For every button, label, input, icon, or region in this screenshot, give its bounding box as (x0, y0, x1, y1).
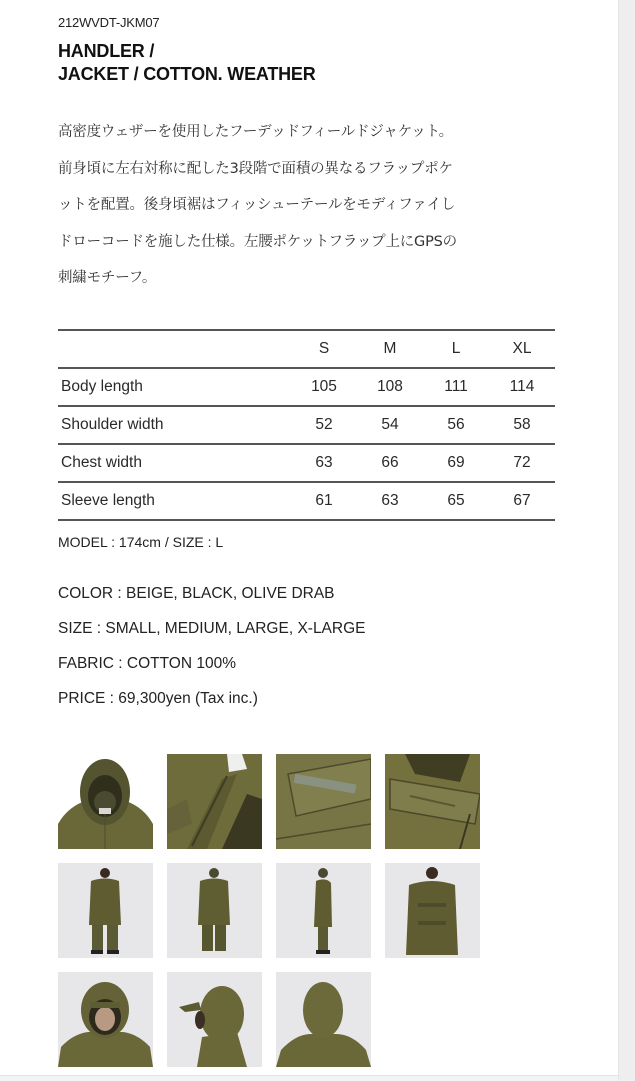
size-chart-table (58, 329, 555, 521)
table-row (58, 406, 555, 444)
cell-value: 65 (447, 492, 465, 509)
row-label: Sleeve length (61, 492, 155, 509)
gallery-image-pocket-flap-detail[interactable] (385, 754, 480, 849)
gallery-image-zipper-detail[interactable] (167, 754, 262, 849)
cell-value: 67 (513, 492, 531, 509)
cell-value: 108 (377, 378, 403, 395)
table-row (58, 368, 555, 406)
row-label: Chest width (61, 454, 142, 471)
row-label: Body length (61, 378, 143, 395)
gallery-image-hood-side[interactable] (167, 972, 262, 1067)
cell-value: 72 (513, 454, 531, 471)
model-info: MODEL : 174cm / SIZE : L (58, 534, 224, 550)
description-line: ットを配置。後身頃裾はフィッシューテールをモディファイし (58, 197, 456, 213)
description-line: ドローコードを施した仕様。左腰ポケットフラップ上にGPSの (58, 233, 457, 250)
cell-value: 111 (444, 378, 468, 395)
description-line: 刺繍モチーフ。 (58, 270, 157, 286)
spec-size: SIZE : SMALL, MEDIUM, LARGE, X-LARGE (58, 620, 366, 637)
spec-price: PRICE : 69,300yen (Tax inc.) (58, 690, 258, 707)
gallery-image-model-front[interactable] (58, 863, 153, 958)
header-size-s: S (318, 340, 330, 357)
spec-color: COLOR : BEIGE, BLACK, OLIVE DRAB (58, 585, 335, 602)
cell-value: 56 (447, 416, 465, 433)
cell-value: 66 (381, 454, 399, 471)
gallery-image-pocket-gps-embroidery[interactable] (276, 754, 371, 849)
cell-value: 58 (513, 416, 531, 433)
gallery-image-hood-detail[interactable] (58, 754, 153, 849)
gallery-image-model-back[interactable] (167, 863, 262, 958)
description-line: 前身頃に左右対称に配した3段階で面積の異なるフラップポケ (58, 160, 453, 177)
product-sku: 212WVDT-JKM07 (58, 15, 160, 30)
cell-value: 54 (381, 416, 399, 433)
spec-fabric: FABRIC : COTTON 100% (58, 655, 237, 672)
cell-value: 61 (315, 492, 333, 509)
cell-value: 63 (315, 454, 333, 471)
cell-value: 52 (315, 416, 333, 433)
gallery-image-model-side[interactable] (276, 863, 371, 958)
title-line-1: HANDLER / (58, 41, 155, 61)
product-description (58, 114, 558, 297)
gallery-image-hood-front[interactable] (58, 972, 153, 1067)
scrollbar-track[interactable] (618, 0, 635, 1080)
table-row (58, 482, 555, 520)
product-specs (58, 585, 366, 725)
cell-value: 105 (311, 378, 337, 395)
product-title (58, 40, 316, 86)
table-row (58, 444, 555, 482)
page-bottom-edge (0, 1075, 618, 1081)
header-blank (58, 330, 291, 368)
header-size-xl: XL (512, 340, 532, 357)
size-header-row (58, 330, 555, 368)
description-line: 高密度ウェザーを使用したフーデッドフィールドジャケット。 (58, 124, 453, 140)
cell-value: 114 (509, 378, 535, 395)
header-size-l: L (451, 340, 461, 357)
title-line-2: JACKET / COTTON. WEATHER (58, 64, 316, 84)
header-size-m: M (383, 340, 397, 357)
cell-value: 69 (447, 454, 465, 471)
gallery-image-hood-back[interactable] (276, 972, 371, 1067)
cell-value: 63 (381, 492, 399, 509)
row-label: Shoulder width (61, 416, 164, 433)
gallery-image-model-front-closeup[interactable] (385, 863, 480, 958)
